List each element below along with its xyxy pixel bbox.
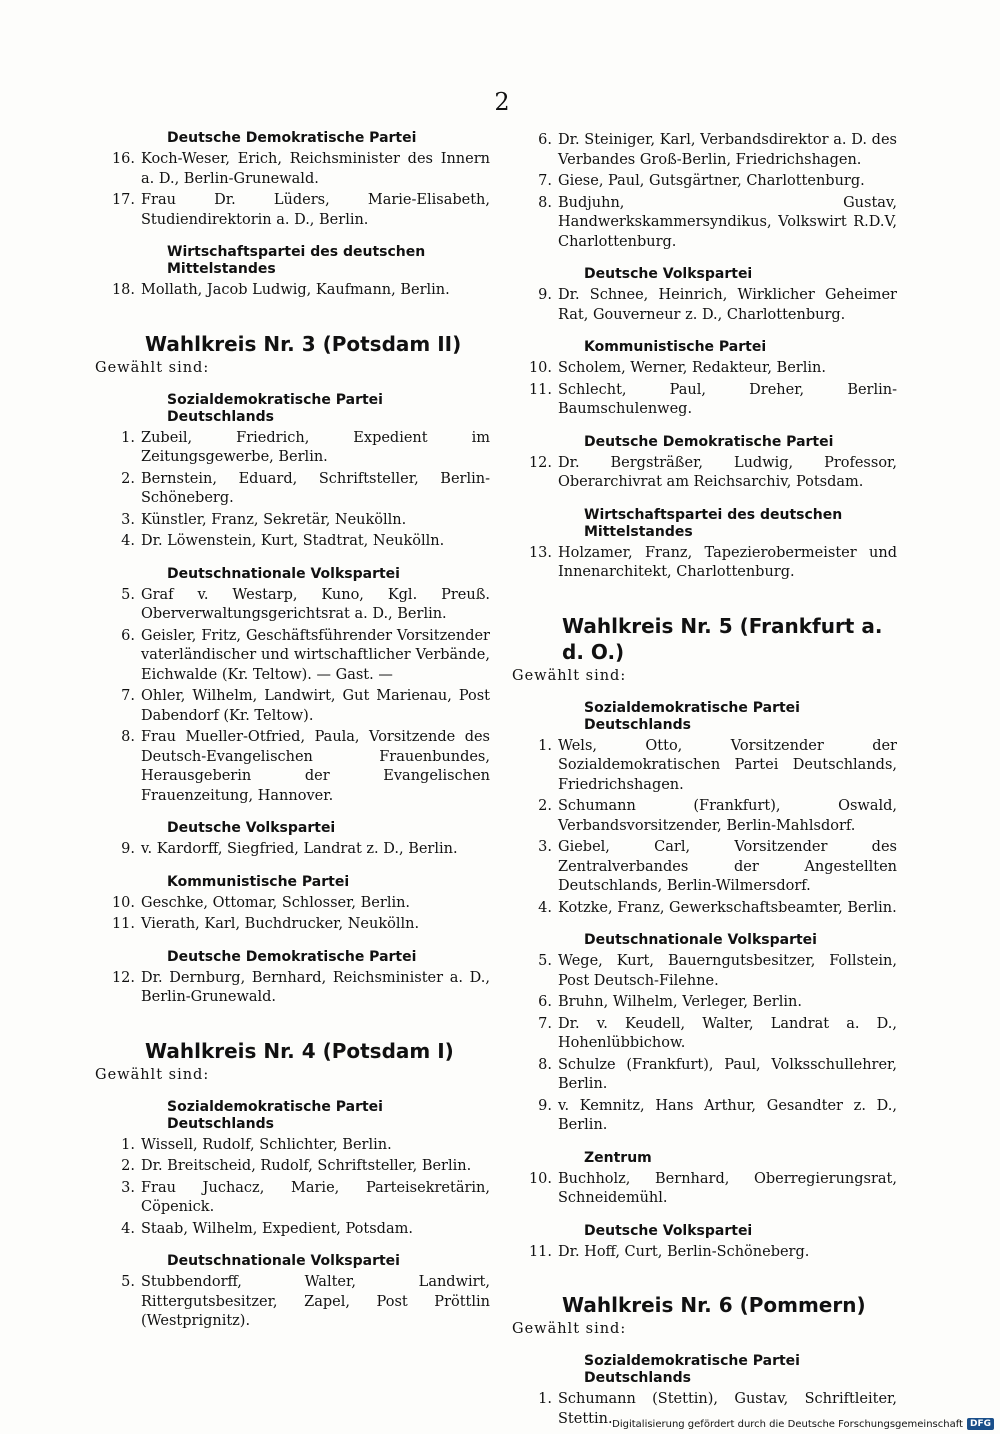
wahlkreis-heading: Wahlkreis Nr. 5 (Frankfurt a. d. O.): [562, 613, 883, 664]
candidate-entry: [512, 737, 897, 796]
entry-text: Dr. Löwenstein, Kurt, Stadtrat, Neukölln.: [141, 533, 445, 549]
entry-text: Frau Juchacz, Marie, Parteisekretärin, Cöpenick.: [141, 1179, 490, 1215]
entry-number: 4.: [538, 899, 552, 916]
elected-label: Gewählt sind:: [512, 1321, 627, 1337]
entry-text: Budjuhn, Gustav, Handwerkskammersyndikus, Volkswirt R.D.V, Charlottenburg.: [558, 194, 897, 250]
candidate-entry: [95, 728, 490, 806]
entry-text: v. Kardorff, Siegfried, Landrat z. D., Berlin.: [141, 841, 458, 857]
entry-text: Koch-Weser, Erich, Reichsminister des Innern a. D., Berlin-Grunewald.: [141, 151, 490, 187]
entry-text: Wege, Kurt, Bauerngutsbesitzer, Follstein, Post Deutsch-Filehne.: [558, 953, 897, 989]
entry-text: Buchholz, Bernhard, Oberregierungsrat, Schneidemühl.: [558, 1170, 897, 1206]
entry-text: Vierath, Karl, Buchdrucker, Neukölln.: [141, 916, 420, 932]
candidate-entry: [95, 532, 490, 552]
elected-label: Gewählt sind:: [512, 667, 627, 684]
entry-number: 3.: [121, 511, 135, 528]
entry-text: Staab, Wilhelm, Expedient, Potsdam.: [141, 1220, 413, 1237]
party-name: Sozialdemokratische Partei Deutschlands: [584, 1353, 800, 1386]
entry-number: 1.: [121, 1136, 135, 1153]
party-name: Deutsche Volkspartei: [584, 1222, 753, 1239]
entry-text: Zubeil, Friedrich, Expedient im Zeitungsgewerbe, Berlin.: [141, 429, 490, 465]
wahlkreis-heading: Wahlkreis Nr. 3 (Potsdam II): [145, 331, 462, 356]
candidate-entry: [512, 1170, 897, 1209]
entry-number: 11.: [528, 1243, 552, 1260]
candidate-entry: [512, 172, 897, 192]
party-name: Sozialdemokratische Partei Deutschlands: [167, 1098, 383, 1132]
entry-text: Dr. Steiniger, Karl, Verbandsdirektor a. D. des Verbandes Groß-Berlin, Friedrichshagen.: [558, 132, 897, 168]
entry-text: Dr. Breitscheid, Rudolf, Schriftsteller, Berlin.: [141, 1158, 472, 1174]
entry-text: Schlecht, Paul, Dreher, Berlin-Baumschulenweg.: [558, 381, 897, 417]
entry-text: Kotzke, Franz, Gewerkschaftsbeamter, Berlin.: [558, 899, 897, 916]
entry-number: 2.: [121, 470, 135, 487]
entry-text: Dr. Schnee, Heinrich, Wirklicher Geheimer Rat, Gouverneur z. D., Charlottenburg.: [558, 287, 897, 323]
entry-text: Geisler, Fritz, Geschäftsführender Vorsitzender vaterländischer und wirtschaftlicher Verbände, Eichwalde (Kr. Teltow). — Gast. —: [141, 627, 490, 683]
candidate-entry: [95, 150, 490, 189]
entry-number: 10.: [111, 894, 135, 911]
entry-number: 5.: [121, 1274, 135, 1290]
party-name: Deutsche Demokratische Partei: [167, 130, 417, 146]
entry-text: Geschke, Ottomar, Schlosser, Berlin.: [141, 894, 411, 911]
entry-number: 9.: [121, 841, 135, 857]
page-number: 2: [494, 88, 510, 116]
entry-text: Schumann (Frankfurt), Oswald, Verbandsvorsitzender, Berlin-Mahlsdorf.: [558, 798, 897, 834]
dfg-logo: DFG: [967, 1418, 994, 1430]
entry-text: Holzamer, Franz, Tapezierobermeister und Innenarchitekt, Charlottenburg.: [558, 544, 897, 580]
candidate-entry: [95, 429, 490, 468]
candidate-entry: [512, 544, 897, 583]
entry-number: 6.: [538, 132, 552, 148]
right-column: [512, 130, 897, 1431]
entry-number: 3.: [538, 839, 552, 855]
entry-number: 2.: [121, 1158, 135, 1174]
entry-number: 13.: [528, 544, 552, 561]
entry-number: 4.: [121, 533, 135, 549]
entry-text: Frau Dr. Lüders, Marie-Elisabeth, Studiendirektorin a. D., Berlin.: [141, 192, 490, 228]
entry-number: 16.: [111, 151, 135, 167]
elected-label: Gewählt sind:: [95, 359, 210, 376]
candidate-entry: [512, 1243, 897, 1263]
party-name: Deutsche Demokratische Partei: [584, 433, 834, 450]
party-name: Kommunistische Partei: [167, 873, 350, 890]
candidate-entry: [95, 1273, 490, 1332]
candidate-entry: [95, 1220, 490, 1240]
entry-number: 5.: [121, 586, 135, 603]
entry-text: Graf v. Westarp, Kuno, Kgl. Preuß. Oberverwaltungsgerichtsrat a. D., Berlin.: [141, 586, 490, 622]
elected-label: Gewählt sind:: [95, 1066, 210, 1083]
entry-number: 12.: [111, 969, 135, 986]
entry-number: 10.: [528, 360, 552, 376]
entry-number: 8.: [538, 1056, 552, 1073]
entry-text: Schulze (Frankfurt), Paul, Volksschullehrer, Berlin.: [558, 1056, 897, 1092]
candidate-entry: [95, 1157, 490, 1177]
entry-number: 8.: [121, 729, 135, 745]
entry-text: Mollath, Jacob Ludwig, Kaufmann, Berlin.: [141, 282, 450, 298]
entry-text: Schumann (Stettin), Gustav, Schriftleiter, Stettin.: [558, 1391, 897, 1427]
candidate-entry: [512, 952, 897, 991]
entry-number: 4.: [121, 1220, 135, 1237]
entry-text: Ohler, Wilhelm, Landwirt, Gut Marienau, Post Dabendorf (Kr. Teltow).: [141, 688, 490, 724]
party-name: Deutsche Volkspartei: [584, 266, 753, 282]
footer-text: Digitalisierung gefördert durch die Deutsche Forschungsgemeinschaft: [612, 1418, 963, 1430]
candidate-entry: [512, 1097, 897, 1136]
entry-number: 17.: [111, 192, 135, 208]
entry-number: 3.: [121, 1179, 135, 1196]
candidate-entry: [512, 454, 897, 493]
entry-text: Dr. Bergsträßer, Ludwig, Professor, Oberarchivrat am Reichsarchiv, Potsdam.: [558, 454, 897, 490]
candidate-entry: [512, 899, 897, 919]
party-name: Kommunistische Partei: [584, 339, 767, 355]
candidate-entry: [512, 1056, 897, 1095]
party-name: Sozialdemokratische Partei Deutschlands: [167, 391, 383, 425]
entry-text: Künstler, Franz, Sekretär, Neukölln.: [141, 511, 407, 528]
party-name: Deutsche Volkspartei: [167, 820, 336, 836]
party-name: Wirtschaftspartei des deutschen Mittelstandes: [167, 244, 426, 277]
candidate-entry: [512, 131, 897, 170]
entry-number: 9.: [538, 1097, 552, 1114]
candidate-entry: [95, 687, 490, 726]
party-name: Deutsche Demokratische Partei: [167, 948, 417, 965]
entry-number: 7.: [538, 173, 552, 189]
candidate-entry: [95, 470, 490, 509]
candidate-entry: [95, 191, 490, 230]
entry-number: 10.: [528, 1170, 552, 1187]
entry-number: 6.: [538, 994, 552, 1010]
candidate-entry: [95, 894, 490, 914]
left-column: [95, 130, 490, 1334]
entry-number: 18.: [111, 282, 135, 298]
candidate-entry: [512, 381, 897, 420]
wahlkreis-heading: Wahlkreis Nr. 6 (Pommern): [562, 1293, 866, 1317]
candidate-entry: [512, 359, 897, 379]
candidate-entry: [512, 993, 897, 1013]
party-name: Wirtschaftspartei des deutschen Mittelstandes: [584, 506, 843, 540]
entry-number: 11.: [111, 916, 135, 932]
candidate-entry: [95, 511, 490, 531]
entry-number: 7.: [121, 688, 135, 704]
entry-text: Dr. v. Keudell, Walter, Landrat a. D., Hohenlübbichow.: [558, 1015, 897, 1051]
candidate-entry: [95, 969, 490, 1008]
party-name: Deutschnationale Volkspartei: [584, 932, 817, 948]
footer: [612, 1418, 994, 1430]
entry-text: Giebel, Carl, Vorsitzender des Zentralverbandes der Angestellten Deutschlands, Berlin-Wilmersdorf.: [558, 839, 897, 894]
party-name: Sozialdemokratische Partei Deutschlands: [584, 699, 800, 733]
entry-number: 1.: [538, 1391, 552, 1407]
entry-number: 11.: [528, 381, 552, 398]
candidate-entry: [95, 627, 490, 686]
entry-text: Dr. Hoff, Curt, Berlin-Schöneberg.: [558, 1243, 810, 1260]
candidate-entry: [512, 194, 897, 253]
candidate-entry: [95, 281, 490, 301]
entry-text: Wissell, Rudolf, Schlichter, Berlin.: [141, 1136, 392, 1153]
entry-text: Frau Mueller-Otfried, Paula, Vorsitzende des Deutsch-Evangelischen Frauenbundes, Herausgeberin der Evangelischen Frauenzeitung, Hannover.: [141, 729, 490, 804]
candidate-entry: [95, 1179, 490, 1218]
entry-text: v. Kemnitz, Hans Arthur, Gesandter z. D., Berlin.: [558, 1097, 897, 1133]
candidate-entry: [512, 286, 897, 325]
party-name: Deutschnationale Volkspartei: [167, 1253, 400, 1269]
wahlkreis-heading: Wahlkreis Nr. 4 (Potsdam I): [145, 1038, 454, 1063]
entry-text: Giese, Paul, Gutsgärtner, Charlottenburg.: [558, 173, 865, 189]
entry-number: 5.: [538, 953, 552, 969]
entry-number: 6.: [121, 627, 135, 644]
candidate-entry: [512, 797, 897, 836]
party-name: Deutschnationale Volkspartei: [167, 565, 400, 582]
party-name: Zentrum: [584, 1149, 652, 1166]
entry-text: Bernstein, Eduard, Schriftsteller, Berlin-Schöneberg.: [141, 470, 490, 506]
entry-number: 8.: [538, 194, 552, 211]
entry-number: 7.: [538, 1015, 552, 1032]
entry-text: Wels, Otto, Vorsitzender der Sozialdemokratischen Partei Deutschlands, Friedrichshagen.: [558, 737, 897, 793]
candidate-entry: [95, 1136, 490, 1156]
candidate-entry: [95, 915, 490, 935]
candidate-entry: [95, 586, 490, 625]
entry-number: 12.: [528, 454, 552, 471]
candidate-entry: [512, 1015, 897, 1054]
entry-number: 2.: [538, 798, 552, 814]
entry-number: 1.: [538, 737, 552, 754]
entry-text: Stubbendorff, Walter, Landwirt, Rittergutsbesitzer, Zapel, Post Pröttlin (Westprignitz).: [141, 1274, 490, 1329]
candidate-entry: [512, 838, 897, 897]
entry-text: Dr. Dernburg, Bernhard, Reichsminister a. D., Berlin-Grunewald.: [141, 969, 490, 1005]
entry-text: Bruhn, Wilhelm, Verleger, Berlin.: [558, 994, 802, 1010]
candidate-entry: [95, 840, 490, 860]
entry-number: 1.: [121, 429, 135, 446]
entry-number: 9.: [538, 287, 552, 303]
entry-text: Scholem, Werner, Redakteur, Berlin.: [558, 360, 826, 376]
